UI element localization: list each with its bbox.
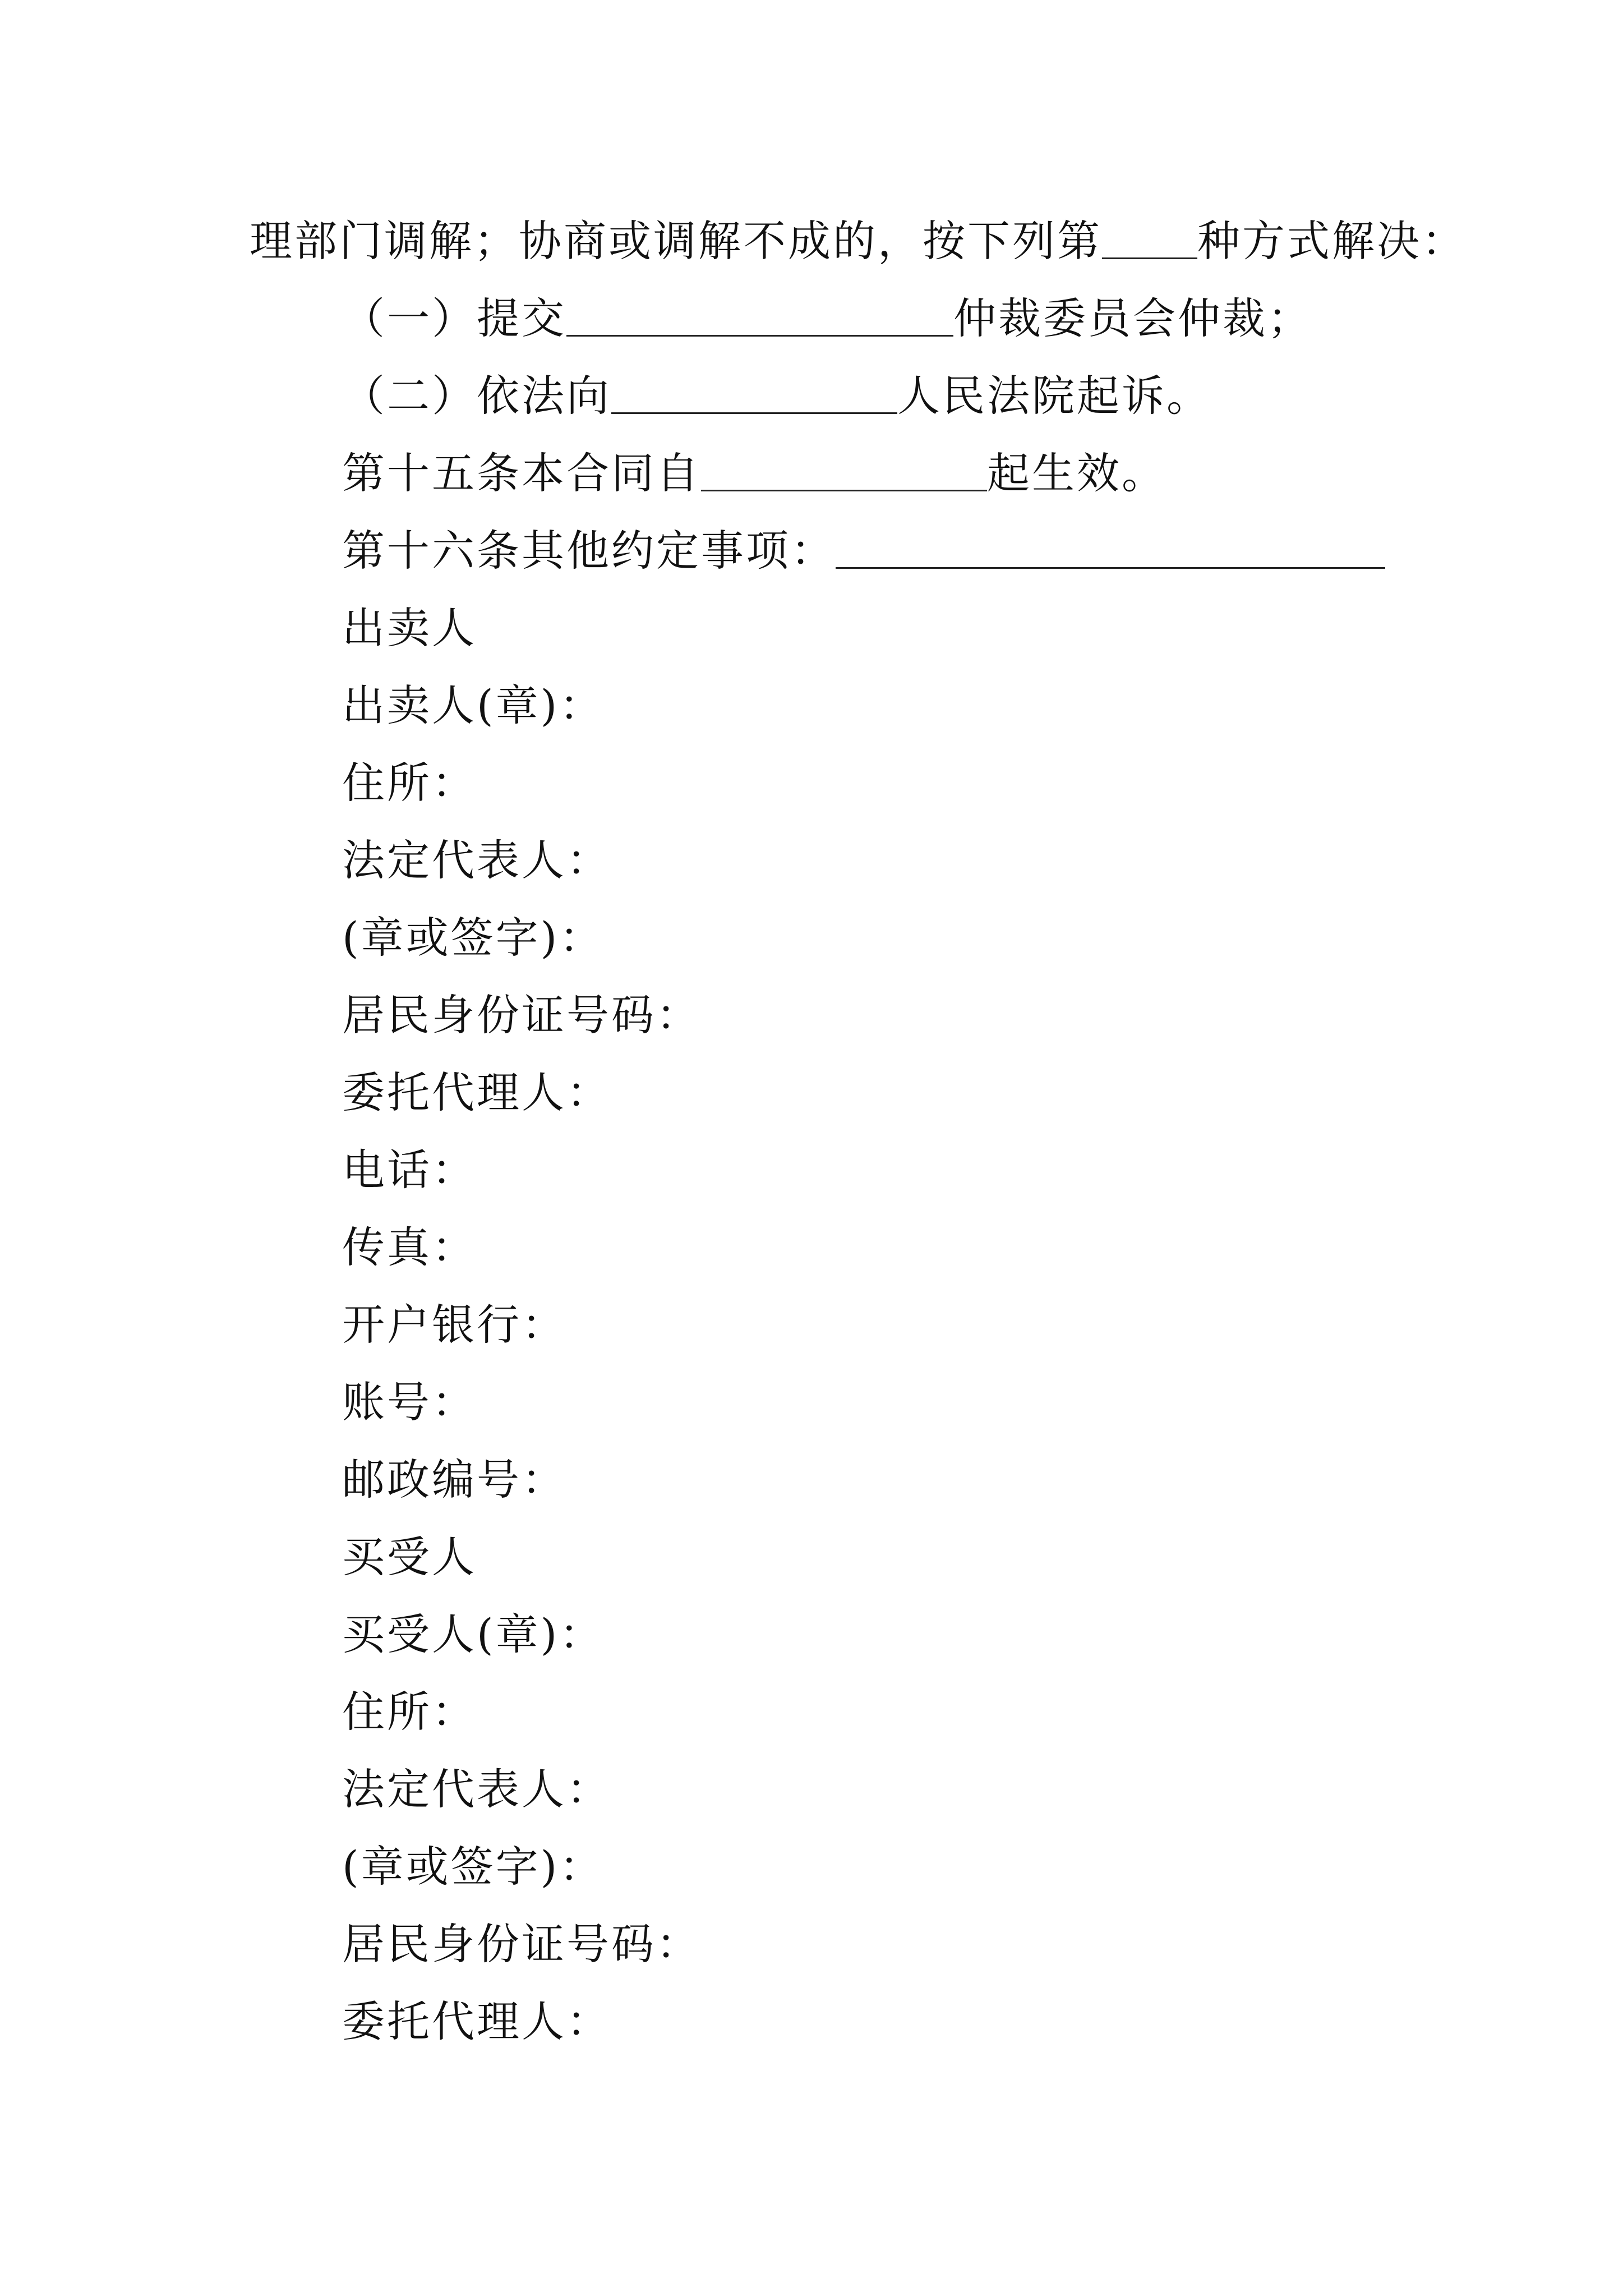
dispute-resolution-text-before: 理部门调解；协商或调解不成的，按下列第	[250, 216, 1102, 266]
arbitration-option-line	[342, 291, 1312, 347]
litigation-option-line	[342, 368, 1211, 424]
seller-address-field: 住所：	[342, 758, 477, 808]
buyer-id-number-field: 居民身份证号码：	[342, 1919, 701, 1969]
arbitration-commission-blank	[566, 296, 953, 337]
article-16-line	[342, 523, 1385, 579]
article-16-text: 第十六条其他约定事项：	[342, 526, 836, 576]
court-name-blank	[611, 373, 897, 414]
litigation-option-text-before: （二）依法向	[342, 371, 611, 421]
buyer-signature-field: (章或签字)：	[342, 1842, 605, 1892]
buyer-heading: 买受人	[342, 1532, 477, 1582]
litigation-option-text-after: 人民法院起诉。	[897, 371, 1211, 421]
arbitration-option-text-after: 仲裁委员会仲裁；	[953, 293, 1312, 343]
seller-bank-field: 开户银行：	[342, 1300, 566, 1350]
seller-account-field: 账号：	[342, 1377, 477, 1427]
dispute-resolution-text-after: 种方式解决：	[1197, 216, 1467, 266]
seller-seal-field: 出卖人(章)：	[342, 680, 605, 730]
method-number-blank	[1102, 218, 1197, 259]
dispute-resolution-line	[250, 213, 1467, 269]
buyer-agent-field: 委托代理人：	[342, 1996, 611, 2046]
buyer-address-field: 住所：	[342, 1687, 477, 1737]
arbitration-option-text-before: （一）提交	[342, 293, 566, 343]
seller-heading: 出卖人	[342, 603, 477, 653]
effective-date-blank	[701, 450, 987, 491]
buyer-legal-representative-field: 法定代表人：	[342, 1764, 611, 1814]
seller-signature-field: (章或签字)：	[342, 913, 605, 963]
seller-agent-field: 委托代理人：	[342, 1068, 611, 1117]
article-15-line	[342, 445, 1166, 501]
seller-id-number-field: 居民身份证号码：	[342, 990, 701, 1040]
seller-legal-representative-field: 法定代表人：	[342, 835, 611, 885]
article-15-text-before: 第十五条本合同自	[342, 448, 701, 498]
buyer-seal-field: 买受人(章)：	[342, 1609, 605, 1659]
seller-fax-field: 传真：	[342, 1222, 477, 1272]
seller-postal-code-field: 邮政编号：	[342, 1455, 566, 1504]
seller-phone-field: 电话：	[342, 1145, 477, 1195]
other-matters-blank	[836, 528, 1385, 569]
article-15-text-after: 起生效。	[987, 448, 1166, 498]
